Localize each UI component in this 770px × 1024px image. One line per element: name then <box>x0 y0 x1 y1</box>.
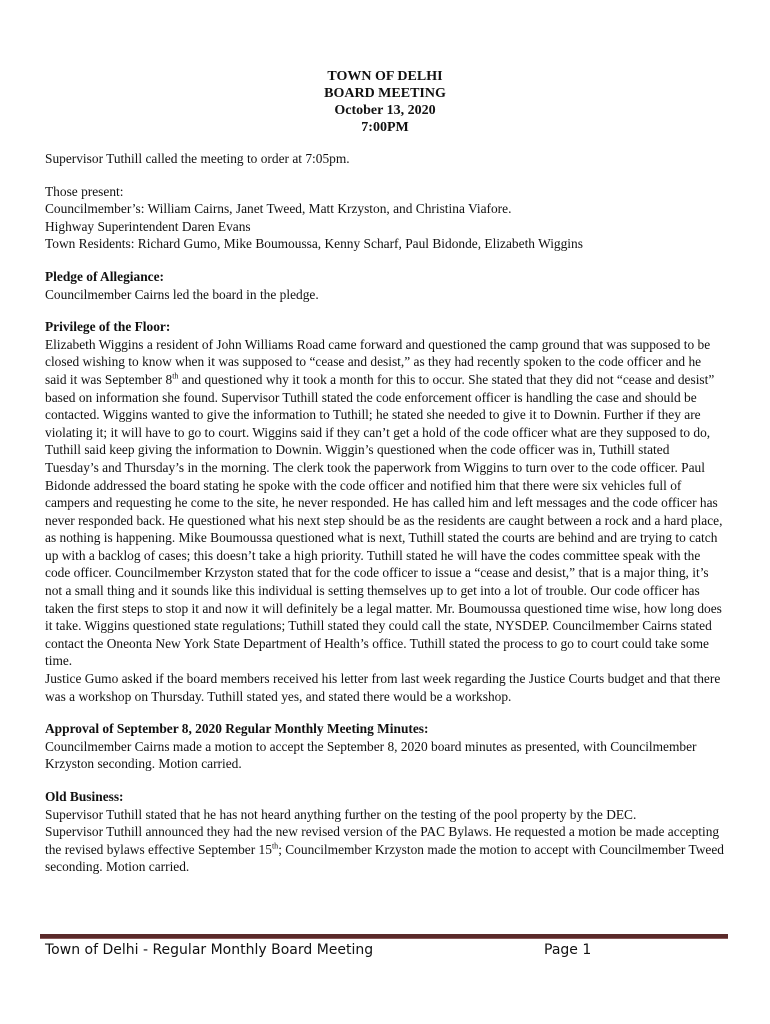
old-business-section <box>45 788 725 876</box>
footer-title: Town of Delhi - Regular Monthly Board Meeting <box>45 942 374 958</box>
title-meeting: BOARD MEETING <box>324 86 446 101</box>
pledge-text: Councilmember Cairns led the board in the pledge. <box>45 286 319 302</box>
title-town: TOWN OF DELHI <box>327 69 443 84</box>
privilege-section <box>45 318 725 705</box>
attendance-council: Councilmember’s: William Cairns, Janet Tweed, Matt Krzyston, and Christina Viafore. <box>45 201 512 217</box>
attendance-highway: Highway Superintendent Daren Evans <box>45 218 251 234</box>
attendance-section <box>45 183 725 253</box>
document-title <box>45 68 725 136</box>
opening-text: Supervisor Tuthill called the meeting to order at 7:05pm. <box>45 151 350 166</box>
approval-heading: Approval of September 8, 2020 Regular Monthly Meeting Minutes: <box>45 721 429 737</box>
attendance-intro: Those present: <box>45 183 124 199</box>
title-date: October 13, 2020 <box>334 103 436 118</box>
privilege-paragraph-2: Justice Gumo asked if the board members received his letter from last week regarding the Justice Courts budget and that there was a workshop on Thursday. Tuthill stated yes, and stated there would be a workshop. <box>45 671 721 704</box>
page-number: Page 1 <box>544 942 592 958</box>
privilege-text-b: and questioned why it took a month for this to occur. She stated that they did not “cease and desist” based on information she found. Supervisor Tuthill stated the code enforcement officer is handling the case and should be contacted. Wiggins wanted to give the information to Tuthill; he stated she needed to give it to Downin. Further if they are violating it; it will have to go to court. Wiggins said if they can’t get a hold of the code officer what are they supposed to do, Tuthill said keep giving the information to Downin. Wiggin’s questioned when the code officer was in, Tuthill stated Tuesday’s and Thursday’s in the morning. The clerk took the paperwork from Wiggins to turn over to the code officer. Paul Bidonde addressed the board stating he spoke with the code officer and notified him that there were six vehicles full of campers and requesting he come to the site, he never responded. He has called him and left messages and the code officer has never responded back. He questioned what his next step should be as the residents are caught between a rock and a hard place, as nothing is happening. Mike Boumoussa questioned what is next, Tuthill stated the courts are behind and are trying to catch up with a backlog of cases; this doesn’t take a high priority. Tuthill stated he will have the codes committee speak with the code officer. Councilmember Krzyston stated that for the code officer to issue a “cease and desist,” that is a major thing, it’s not a small thing and it sounds like this individual is setting themselves up to get into a lot of trouble. Our code officer has taken the first steps to stop it and now it will definitely be a legal matter. Mr. Boumoussa questioned time wise, how long does it take. Wiggins questioned state regulations; Tuthill stated they could call the state, NYSDEP. Councilmember Cairns stated contact the Oneonta New York State Department of Health’s office. Tuthill stated the process to go to court could take some time. <box>45 371 723 669</box>
old-business-text-a: Supervisor Tuthill announced they had the new revised version of the PAC Bylaws. He requested a motion be made accepting the revised bylaws effective September 15 <box>45 824 720 857</box>
privilege-text-a: Elizabeth Wiggins a resident of John Williams Road came forward and questioned the camp ground that was supposed to be closed wishing to know when it was supposed to “cease and desist,” as they had recently spoken to the code officer and he said it was September 8 <box>45 336 711 387</box>
old-business-paragraph-2 <box>45 823 725 876</box>
approval-section <box>45 720 725 773</box>
old-business-text-b: ; Councilmember Krzyston made the motion to accept with Councilmember Tweed seconding. Motion carried. <box>45 841 724 875</box>
attendance-residents: Town Residents: Richard Gumo, Mike Boumoussa, Kenny Scharf, Paul Bidonde, Elizabeth Wiggins <box>45 236 583 252</box>
footer-divider <box>40 934 728 939</box>
old-business-paragraph-1: Supervisor Tuthill stated that he has not heard anything further on the testing of the pool property by the DEC. <box>45 806 637 822</box>
pledge-heading: Pledge of Allegiance: <box>45 268 164 284</box>
ordinal-suffix: th <box>172 371 179 381</box>
privilege-heading: Privilege of the Floor: <box>45 319 171 335</box>
old-business-heading: Old Business: <box>45 789 124 804</box>
pledge-section <box>45 268 725 303</box>
ordinal-suffix: th <box>271 841 279 851</box>
document-page <box>45 68 725 876</box>
title-time: 7:00PM <box>361 120 409 135</box>
privilege-paragraph-1 <box>45 336 725 670</box>
approval-text: Councilmember Cairns made a motion to accept the September 8, 2020 board minutes as presented, with Councilmember Krzyston seconding. Motion carried. <box>45 738 697 772</box>
